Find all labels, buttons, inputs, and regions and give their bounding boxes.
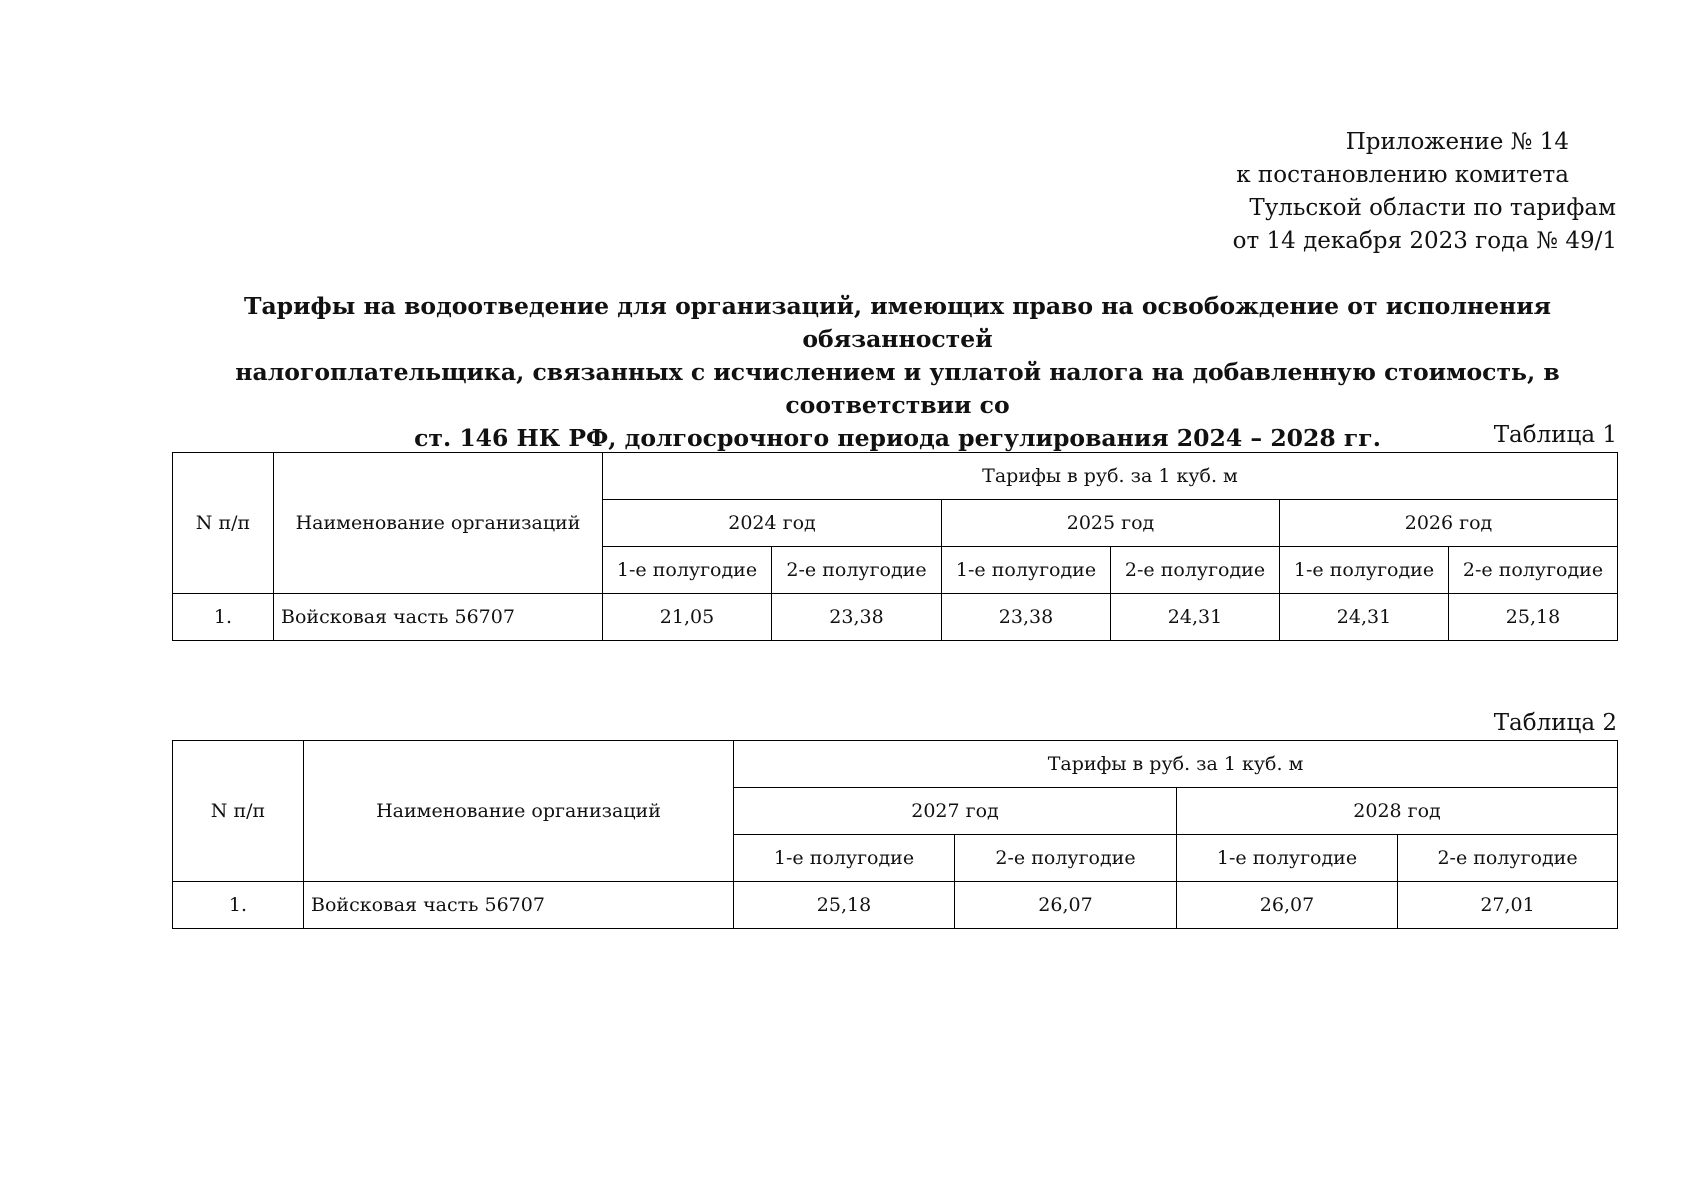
row-num: 1. — [173, 882, 304, 929]
tariff-header: Тарифы в руб. за 1 куб. м — [603, 453, 1618, 500]
table-row — [173, 594, 1618, 641]
appendix-block — [1017, 126, 1617, 258]
tariff-value: 26,07 — [955, 882, 1177, 929]
org-name: Войсковая часть 56707 — [304, 882, 734, 929]
table-header-row — [173, 453, 1618, 500]
table1-caption: Таблица 1 — [1493, 422, 1617, 448]
tariff-table-2 — [172, 740, 1618, 929]
half-year-header: 1-е полугодие — [942, 547, 1111, 594]
year-header: 2025 год — [942, 500, 1280, 547]
tariff-value: 23,38 — [772, 594, 942, 641]
col-header-num: N п/п — [173, 453, 274, 594]
tariff-value: 21,05 — [603, 594, 772, 641]
tariff-value: 25,18 — [734, 882, 955, 929]
half-year-header: 2-е полугодие — [772, 547, 942, 594]
year-header: 2024 год — [603, 500, 942, 547]
appendix-line: от 14 декабря 2023 года № 49/1 — [1232, 228, 1617, 254]
year-header: 2026 год — [1280, 500, 1618, 547]
appendix-line: Тульской области по тарифам — [1249, 195, 1616, 221]
document-title — [170, 290, 1625, 455]
table-row — [173, 882, 1618, 929]
half-year-header: 2-е полугодие — [1111, 547, 1280, 594]
col-header-org: Наименование организаций — [274, 453, 603, 594]
title-line: Тарифы на водоотведение для организаций, имеющих право на освобождение от исполнения обязанностей — [243, 292, 1552, 353]
title-line: налогоплательщика, связанных с исчислением и уплатой налога на добавленную стоимость, в соответствии со — [235, 358, 1560, 419]
half-year-header: 2-е полугодие — [1398, 835, 1618, 882]
appendix-line: к постановлению комитета — [1236, 162, 1569, 188]
tariff-value: 26,07 — [1177, 882, 1398, 929]
title-line: ст. 146 НК РФ, долгосрочного периода регулирования 2024 – 2028 гг. — [414, 424, 1381, 452]
half-year-header: 1-е полугодие — [603, 547, 772, 594]
half-year-header: 1-е полугодие — [1280, 547, 1449, 594]
appendix-line: Приложение № 14 — [1345, 129, 1569, 155]
tariff-table-1 — [172, 452, 1618, 641]
year-header: 2027 год — [734, 788, 1177, 835]
half-year-header: 1-е полугодие — [1177, 835, 1398, 882]
tariff-header: Тарифы в руб. за 1 куб. м — [734, 741, 1618, 788]
tariff-value: 27,01 — [1398, 882, 1618, 929]
table2-caption: Таблица 2 — [1493, 710, 1617, 736]
col-header-num: N п/п — [173, 741, 304, 882]
col-header-org: Наименование организаций — [304, 741, 734, 882]
half-year-header: 1-е полугодие — [734, 835, 955, 882]
tariff-value: 23,38 — [942, 594, 1111, 641]
tariff-value: 24,31 — [1280, 594, 1449, 641]
half-year-header: 2-е полугодие — [955, 835, 1177, 882]
year-header: 2028 год — [1177, 788, 1618, 835]
org-name: Войсковая часть 56707 — [274, 594, 603, 641]
row-num: 1. — [173, 594, 274, 641]
tariff-value: 25,18 — [1449, 594, 1618, 641]
tariff-value: 24,31 — [1111, 594, 1280, 641]
table-header-row — [173, 741, 1618, 788]
half-year-header: 2-е полугодие — [1449, 547, 1618, 594]
